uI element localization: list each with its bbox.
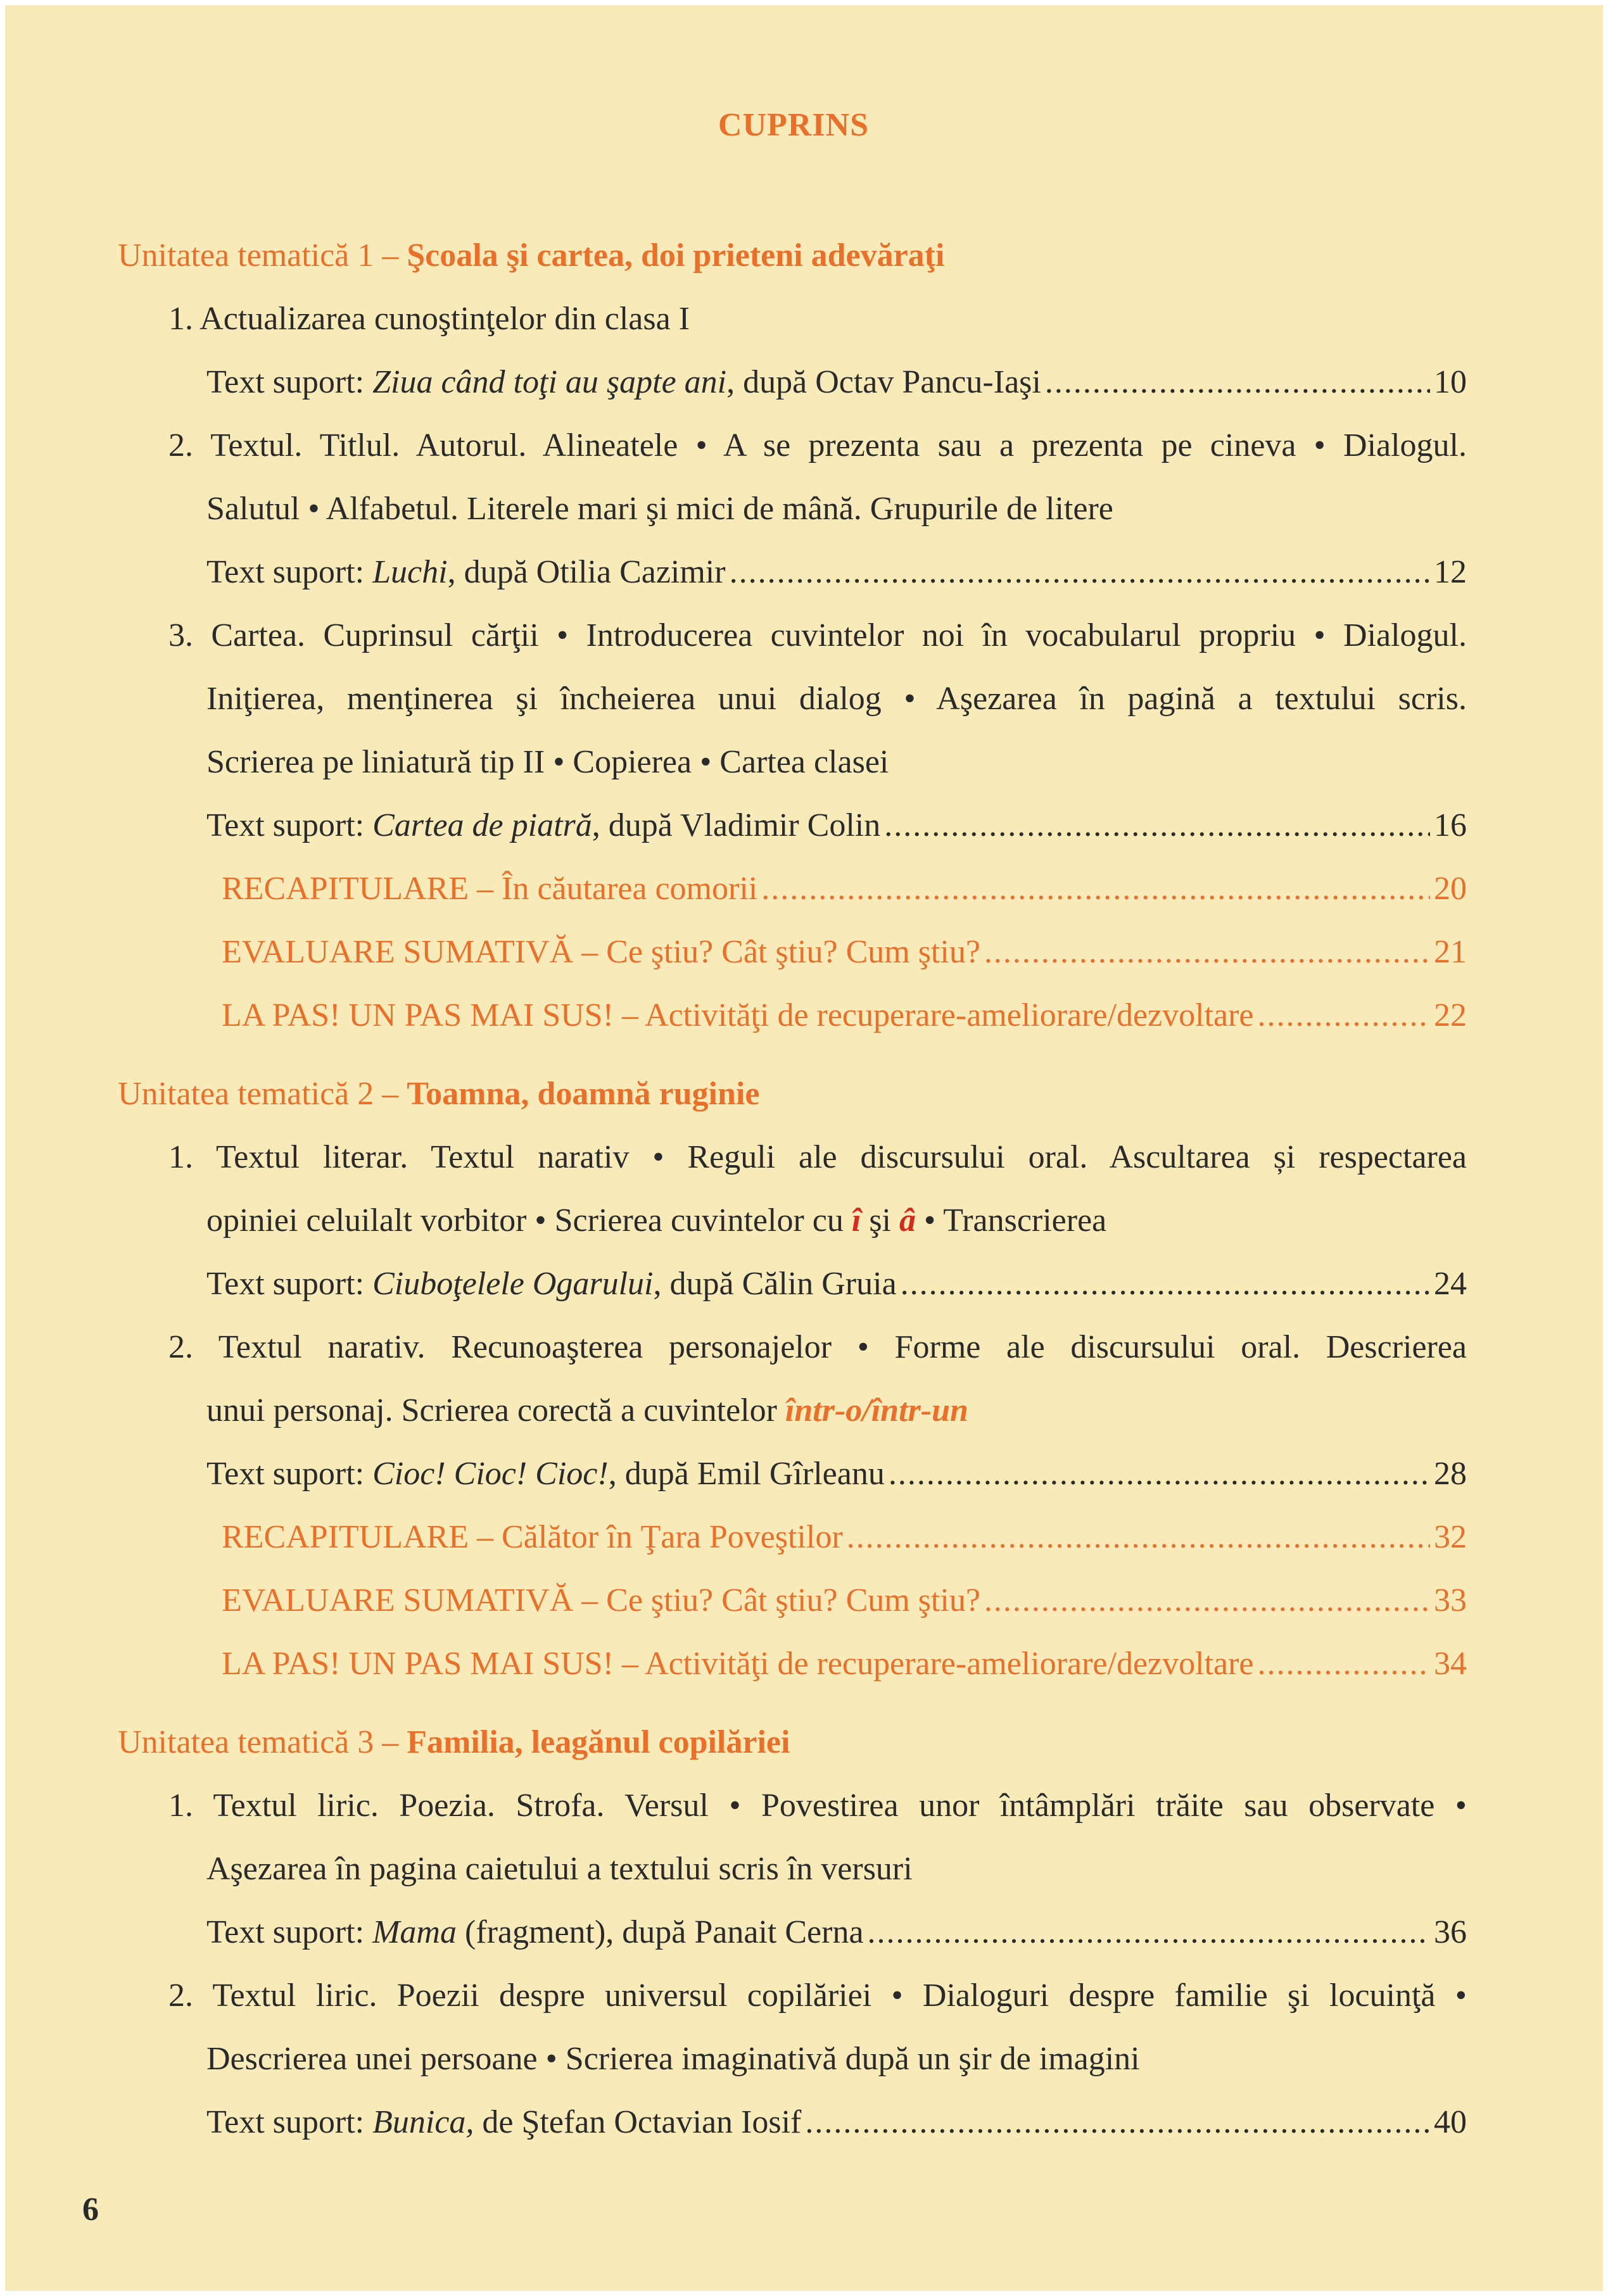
unit-2-lesson-1-line-2: opiniei celuilalt vorbitor • Scrierea cuvintelor cu î şi â • Transcrierea [206,1202,1107,1239]
unit-1-lesson-2: 2. Textul. Titlul. Autorul. Alineatele • A se prezenta sau a prezenta pe cineva • Dialogul. [168,427,1467,464]
page-ref: 28 [1434,1456,1467,1492]
unit-3-lesson-2: 2. Textul liric. Poezii despre universul copilăriei • Dialoguri despre familie şi locuinţă • [168,1977,1467,2014]
unit-1-lesson-3-line-3: Scrierea pe liniatură tip II • Copierea • Cartea clasei [206,744,889,780]
unit-3-lesson-1: 1. Textul liric. Poezia. Strofa. Versul • Povestirea unor întâmplări trăite sau observate • [168,1788,1467,1824]
unit-1-lesson-3-support: Text suport: Cartea de piatră, după Vladimir Colin ..... 16 [206,807,1467,845]
unit-2-evaluation: EVALUARE SUMATIVĂ – Ce ştiu? Cât ştiu? Cum ştiu? ..... 33 [222,1582,1467,1620]
page-ref: 16 [1434,807,1467,843]
unit-1-lesson-2-line-2: Salutul • Alfabetul. Literele mari şi mici de mână. Grupurile de litere [206,491,1113,527]
unit-2-lesson-2: 2. Textul narativ. Recunoaşterea personajelor • Forme ale discursului oral. Descrierea [168,1329,1467,1365]
unit-2-name: Toamna, doamnă ruginie [407,1076,760,1112]
unit-1-review: RECAPITULARE – În căutarea comorii ..... 20 [222,870,1467,908]
unit-1-lesson-2-support: Text suport: Luchi, după Otilia Cazimir ..... 12 [206,553,1467,591]
unit-2-lesson-2-line-2: unui personaj. Scrierea corectă a cuvintelor într-o/într-un [206,1392,968,1429]
unit-1-name: Şcoala şi cartea, doi prieteni adevăraţi [407,237,945,274]
unit-3-lesson-2-line-2: Descrierea unei persoane • Scrierea imaginativă după un şir de imagini [206,2041,1140,2077]
page-ref: 10 [1434,364,1467,400]
unit-3-lesson-1-line-2: Aşezarea în pagina caietului a textului scris în versuri [206,1851,913,1887]
unit-3-name: Familia, leagănul copilăriei [407,1724,790,1760]
unit-2-activities: LA PAS! UN PAS MAI SUS! – Activităţi de recuperare-ameliorare/dezvoltare ..... 34 [222,1645,1467,1683]
unit-2-lesson-1: 1. Textul literar. Textul narativ • Reguli ale discursului oral. Ascultarea și respectarea [168,1139,1467,1175]
unit-2-lesson-2-support: Text suport: Cioc! Cioc! Cioc!, după Emil Gîrleanu ..... 28 [206,1455,1467,1493]
unit-1-heading: Unitatea tematică 1 – Şcoala şi cartea, doi prieteni adevăraţi [118,237,945,274]
page-title: CUPRINS [718,107,870,143]
unit-2-review: RECAPITULARE – Călător în Ţara Poveştilor ..... 32 [222,1518,1467,1556]
page-number: 6 [82,2192,99,2228]
unit-1-lesson-3-line-2: Iniţierea, menţinerea şi încheierea unui dialog • Aşezarea în pagină a textului scris. [206,681,1467,717]
unit-2-lesson-1-support: Text suport: Ciuboţelele Ogarului, după Călin Gruia ..... 24 [206,1265,1467,1303]
unit-1-lesson-1-support: Text suport: Ziua când toţi au şapte ani, după Octav Pancu-Iaşi ..... 10 [206,363,1467,401]
unit-1-evaluation: EVALUARE SUMATIVĂ – Ce ştiu? Cât ştiu? Cum ştiu? ..... 21 [222,933,1467,971]
unit-3-lesson-2-support: Text suport: Bunica, de Ştefan Octavian Iosif ..... 40 [206,2104,1467,2141]
page-ref: 12 [1434,554,1467,590]
unit-1-activities: LA PAS! UN PAS MAI SUS! – Activităţi de recuperare-ameliorare/dezvoltare ..... 22 [222,997,1467,1035]
page-ref: 24 [1434,1266,1467,1302]
unit-1-lesson-1: 1. Actualizarea cunoştinţelor din clasa I [168,301,690,337]
unit-3-heading: Unitatea tematică 3 – Familia, leagănul copilăriei [118,1724,790,1760]
unit-1-lesson-3: 3. Cartea. Cuprinsul cărţii • Introducerea cuvintelor noi în vocabularul propriu • Dialogul. [168,617,1467,653]
page-ref: 40 [1434,2104,1467,2140]
unit-2-heading: Unitatea tematică 2 – Toamna, doamnă ruginie [118,1076,760,1112]
page-ref: 36 [1434,1914,1467,1950]
unit-3-lesson-1-support: Text suport: Mama (fragment), după Panait Cerna ..... 36 [206,1914,1467,1952]
